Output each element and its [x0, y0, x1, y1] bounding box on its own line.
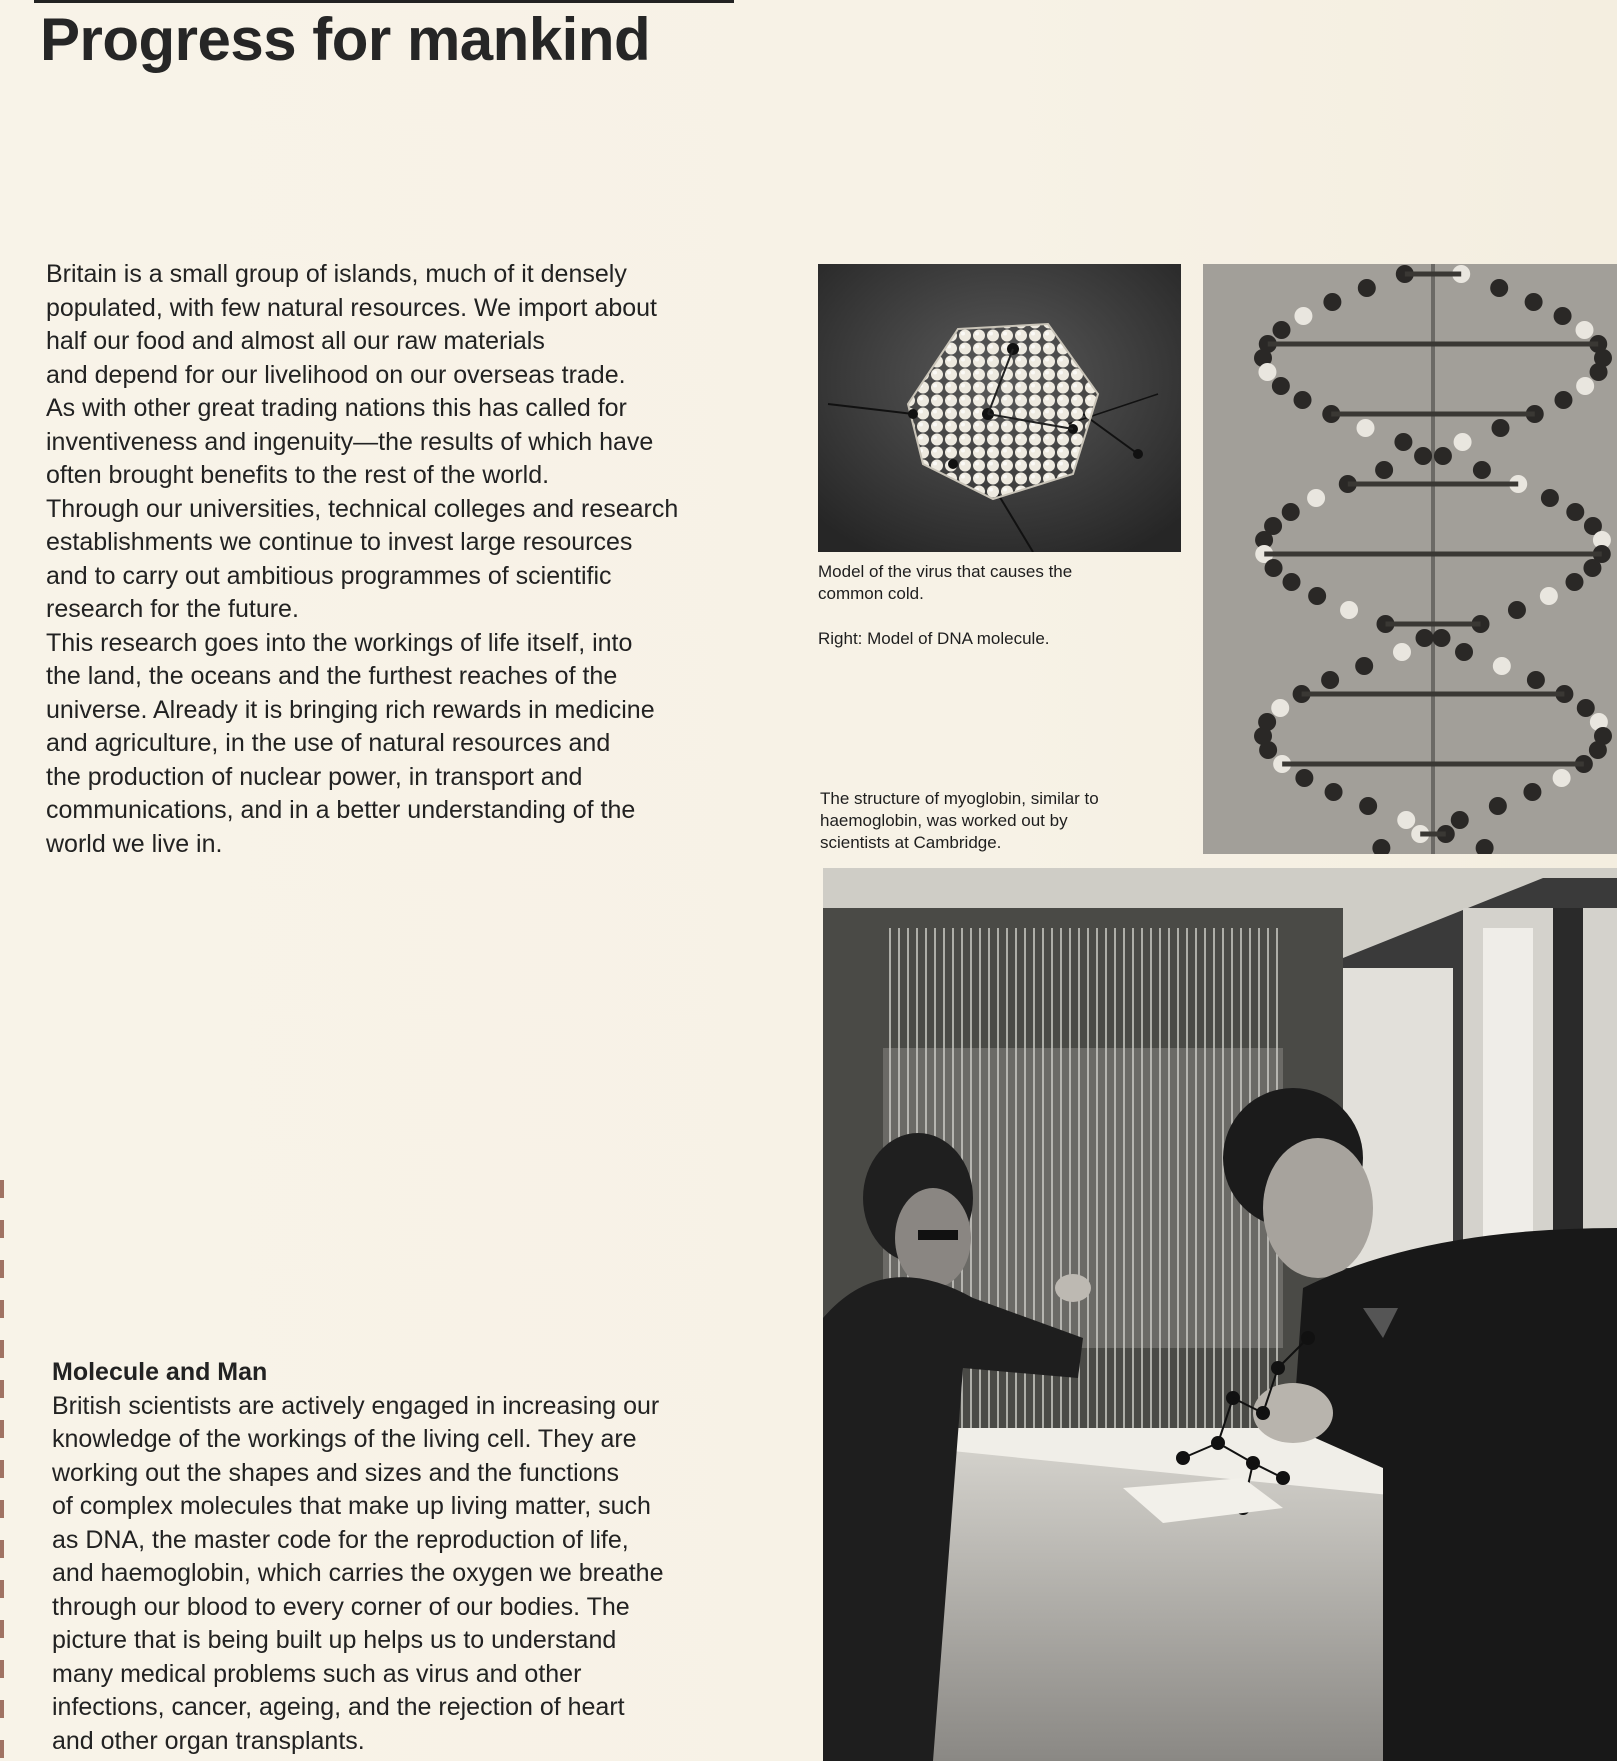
myoglobin-model-photo [823, 868, 1617, 1761]
intro-line: As with other great trading nations this has called for [46, 394, 627, 422]
intro-line: universe. Already it is bringing rich rewards in medicine [46, 695, 655, 724]
dna-atom [1416, 629, 1434, 647]
virus-model-photo [818, 264, 1181, 552]
dna-atom [1282, 503, 1300, 521]
intro-line: the production of nuclear power, in transport and [46, 762, 583, 791]
dna-atom [1321, 671, 1339, 689]
dna-atom [1258, 363, 1276, 381]
dna-atom [1576, 321, 1594, 339]
caption-line: Right: Model of DNA molecule. [818, 629, 1050, 648]
dna-atom [1272, 377, 1290, 395]
dna-atom [1359, 797, 1377, 815]
dna-atom [1308, 587, 1326, 605]
dna-atom [1566, 503, 1584, 521]
dna-atom [1565, 573, 1583, 591]
dna-atom [1295, 769, 1313, 787]
intro-line: inventiveness and ingenuity—the results of which have [46, 427, 654, 456]
section-line: through our blood to every corner of our bodies. The [52, 1592, 630, 1621]
section-line: many medical problems such as virus and other [52, 1659, 582, 1688]
section-line: and haemoglobin, which carries the oxygen we breathe [52, 1559, 664, 1587]
dna-atom [1541, 489, 1559, 507]
dna-atom [1307, 489, 1325, 507]
dna-atom [1325, 783, 1343, 801]
dna-atom [1490, 279, 1508, 297]
section-line: picture that is being built up helps us to understand [52, 1626, 617, 1654]
dna-atom [1577, 699, 1595, 717]
caption-line: common cold. [818, 584, 924, 603]
dna-atom [1554, 307, 1572, 325]
intro-line: and to carry out ambitious programmes of scientific [46, 561, 612, 590]
caption-line: haemoglobin, was worked out by [820, 811, 1068, 830]
intro-line: and agriculture, in the use of natural resources and [46, 729, 611, 757]
section-line: and other organ transplants. [52, 1726, 365, 1755]
myoglobin-caption [820, 788, 1099, 854]
dna-atom [1394, 433, 1412, 451]
molecule-and-man-section [52, 1356, 812, 1758]
intro-line: establishments we continue to invest large resources [46, 528, 633, 556]
intro-line: and depend for our livelihood on our overseas trade. [46, 360, 626, 389]
dna-atom [1357, 419, 1375, 437]
page-title: Progress for mankind [40, 6, 651, 73]
dna-atom [1583, 559, 1601, 577]
dna-atom [1525, 293, 1543, 311]
dna-atom [1576, 377, 1594, 395]
dna-atom [1340, 601, 1358, 619]
dna-atom [1590, 363, 1608, 381]
intro-line: half our food and almost all our raw materials [46, 327, 545, 355]
dna-atom [1397, 811, 1415, 829]
dna-model-photo [1203, 264, 1617, 854]
dna-atom [1473, 461, 1491, 479]
caption-line: Model of the virus that causes the [818, 562, 1073, 581]
section-line: infections, cancer, ageing, and the rejection of heart [52, 1693, 625, 1721]
section-line: knowledge of the workings of the living cell. They are [52, 1425, 637, 1453]
virus-caption [818, 561, 1072, 605]
dna-atom [1553, 769, 1571, 787]
intro-line: populated, with few natural resources. We import about [46, 293, 657, 322]
intro-line: communications, and in a better understanding of the [46, 796, 636, 824]
intro-line: Through our universities, technical colleges and research [46, 494, 679, 523]
dna-atom [1375, 461, 1393, 479]
dna-atom [1355, 657, 1373, 675]
intro-line: the land, the oceans and the furthest reaches of the [46, 662, 618, 690]
page-edge [0, 1180, 4, 1761]
dna-atom [1455, 643, 1473, 661]
caption-line: scientists at Cambridge. [820, 833, 1002, 852]
section-line: British scientists are actively engaged in increasing our [52, 1391, 660, 1420]
intro-line: This research goes into the workings of life itself, into [46, 628, 633, 657]
dna-atom [1323, 293, 1341, 311]
dna-atom [1540, 587, 1558, 605]
dna-atom [1434, 447, 1452, 465]
dna-atom [1523, 783, 1541, 801]
dna-atom [1271, 699, 1289, 717]
section-heading: Molecule and Man [52, 1358, 268, 1386]
intro-line: often brought benefits to the rest of the world. [46, 461, 550, 489]
dna-atom [1414, 447, 1432, 465]
dna-atom [1493, 657, 1511, 675]
dna-atom [1272, 321, 1290, 339]
dna-atom [1489, 797, 1507, 815]
intro-line: Britain is a small group of islands, much of it densely [46, 260, 627, 288]
intro-line: world we live in. [46, 829, 223, 858]
dna-atom [1294, 391, 1312, 409]
dna-atom [1589, 741, 1607, 759]
dna-atom [1294, 307, 1312, 325]
dna-atom [1265, 559, 1283, 577]
dna-atom [1451, 811, 1469, 829]
caption-line: The structure of myoglobin, similar to [820, 789, 1099, 808]
dna-atom [1454, 433, 1472, 451]
dna-atom [1527, 671, 1545, 689]
dna-atom [1393, 643, 1411, 661]
section-line: of complex molecules that make up living matter, such [52, 1492, 651, 1520]
intro-paragraph [46, 258, 806, 861]
dna-atom [1259, 741, 1277, 759]
dna-atom [1554, 391, 1572, 409]
intro-line: research for the future. [46, 595, 299, 623]
dna-atom [1283, 573, 1301, 591]
section-line: as DNA, the master code for the reproduction of life, [52, 1525, 629, 1554]
section-line: working out the shapes and sizes and the functions [52, 1458, 620, 1487]
dna-atom [1358, 279, 1376, 297]
dna-atom [1432, 629, 1450, 647]
dna-caption [818, 628, 1050, 650]
dna-atom [1508, 601, 1526, 619]
dna-atom [1491, 419, 1509, 437]
